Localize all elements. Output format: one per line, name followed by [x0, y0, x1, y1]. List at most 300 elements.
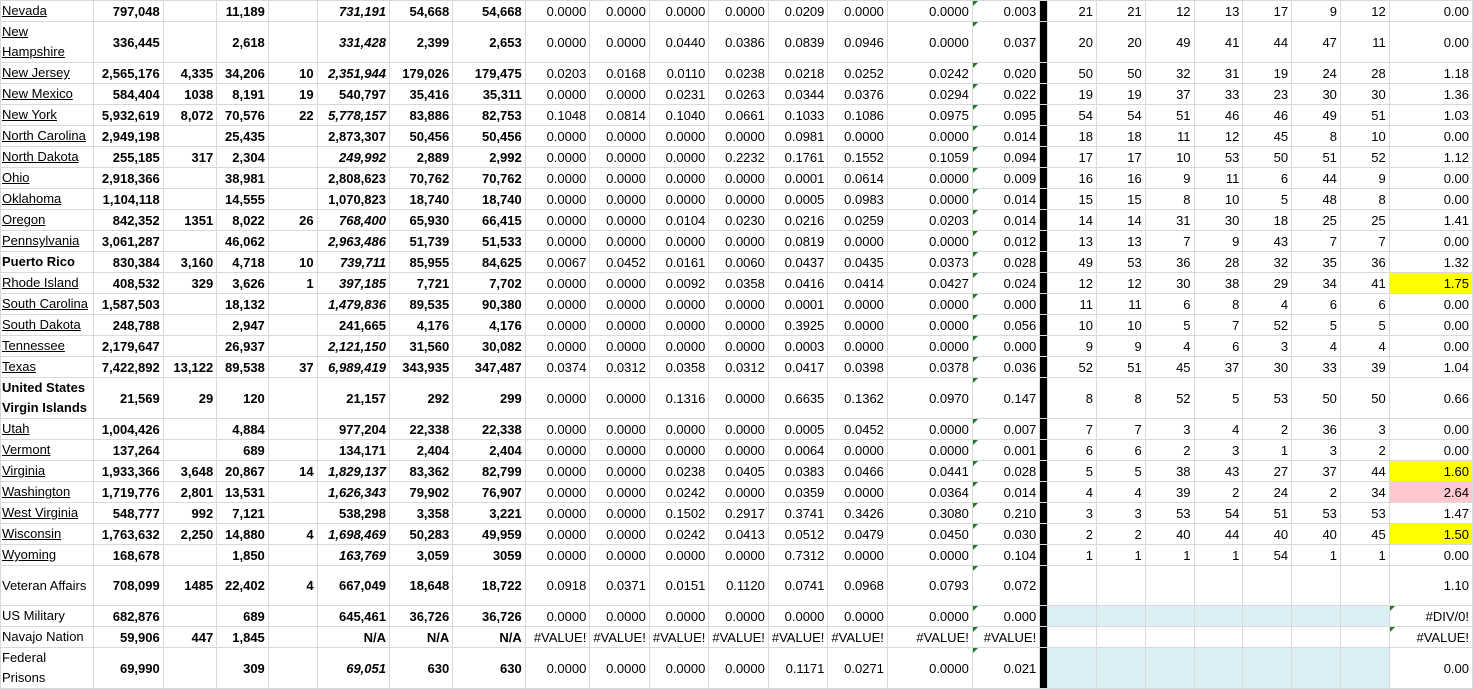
value-cell-c5[interactable]: 739,711 [317, 252, 389, 273]
rank-cell[interactable]: 39 [1340, 357, 1389, 378]
rate-cell[interactable]: 0.0000 [709, 231, 769, 252]
rate-cell[interactable]: 0.0000 [590, 84, 650, 105]
rate-cell[interactable]: 0.0479 [828, 524, 888, 545]
rank-cell[interactable]: 53 [1340, 503, 1389, 524]
value-cell-c5[interactable]: 69,051 [317, 648, 389, 689]
value-cell-c5[interactable]: 397,185 [317, 273, 389, 294]
rank-cell[interactable]: 5 [1194, 378, 1243, 419]
rank-cell[interactable]: 43 [1243, 231, 1292, 252]
rank-cell[interactable]: 40 [1243, 524, 1292, 545]
value-cell-c1[interactable]: 59,906 [94, 627, 164, 648]
rank-cell[interactable]: 4 [1340, 336, 1389, 357]
rate-cell[interactable]: 0.0383 [768, 461, 828, 482]
row-name-cell[interactable] [1, 231, 94, 252]
rank-cell[interactable]: 5 [1145, 315, 1194, 336]
value-cell-c5[interactable]: 331,428 [317, 22, 389, 63]
rate-cell[interactable]: 0.0312 [590, 357, 650, 378]
value-cell-c3[interactable]: 2,618 [217, 22, 269, 63]
value-cell-c7[interactable]: 18,722 [453, 566, 526, 606]
average-cell[interactable]: 0.030 [972, 524, 1039, 545]
rate-cell[interactable]: 0.0000 [887, 168, 972, 189]
score-cell[interactable]: 0.00 [1389, 22, 1472, 63]
rank-cell[interactable]: 8 [1292, 126, 1341, 147]
rank-cell[interactable]: 50 [1292, 378, 1341, 419]
value-cell-c3[interactable]: 14,555 [217, 189, 269, 210]
value-cell-c3[interactable]: 89,538 [217, 357, 269, 378]
rank-cell[interactable]: 3 [1243, 336, 1292, 357]
rank-cell[interactable]: 50 [1243, 147, 1292, 168]
rank-cell[interactable]: 9 [1145, 168, 1194, 189]
rank-cell[interactable]: 18 [1048, 126, 1097, 147]
rate-cell[interactable]: #VALUE! [525, 627, 590, 648]
rate-cell[interactable]: 0.0450 [887, 524, 972, 545]
value-cell-c3[interactable]: 2,304 [217, 147, 269, 168]
rate-cell[interactable]: 0.0975 [887, 105, 972, 126]
rate-cell[interactable]: 0.0000 [887, 231, 972, 252]
rank-cell[interactable]: 51 [1096, 357, 1145, 378]
value-cell-c1[interactable]: 21,569 [94, 378, 164, 419]
rate-cell[interactable]: 0.0242 [649, 482, 709, 503]
rank-cell[interactable]: 54 [1096, 105, 1145, 126]
value-cell-c3[interactable]: 4,884 [217, 419, 269, 440]
rate-cell[interactable]: 0.0414 [828, 273, 888, 294]
rate-cell[interactable]: 0.0000 [828, 315, 888, 336]
value-cell-c4[interactable] [268, 482, 317, 503]
value-cell-c1[interactable]: 1,004,426 [94, 419, 164, 440]
value-cell-c5[interactable]: 6,989,419 [317, 357, 389, 378]
rate-cell[interactable]: 0.0000 [590, 189, 650, 210]
value-cell-c1[interactable]: 336,445 [94, 22, 164, 63]
rank-cell[interactable]: 28 [1340, 63, 1389, 84]
value-cell-c7[interactable]: 84,625 [453, 252, 526, 273]
value-cell-c1[interactable]: 255,185 [94, 147, 164, 168]
rate-cell[interactable]: 0.0378 [887, 357, 972, 378]
rate-cell[interactable]: #VALUE! [828, 627, 888, 648]
rate-cell[interactable]: 0.0067 [525, 252, 590, 273]
rank-cell[interactable]: 4 [1243, 294, 1292, 315]
rate-cell[interactable]: 0.7312 [768, 545, 828, 566]
rate-cell[interactable]: 0.0216 [768, 210, 828, 231]
value-cell-c6[interactable]: 70,762 [389, 168, 452, 189]
score-cell[interactable]: 1.04 [1389, 357, 1472, 378]
rate-cell[interactable]: 0.0000 [590, 336, 650, 357]
rate-cell[interactable]: 0.0661 [709, 105, 769, 126]
rank-cell[interactable]: 30 [1145, 273, 1194, 294]
rank-cell[interactable] [1340, 606, 1389, 627]
value-cell-c7[interactable]: 18,740 [453, 189, 526, 210]
rate-cell[interactable]: 0.0001 [768, 294, 828, 315]
rate-cell[interactable]: 0.0970 [887, 378, 972, 419]
rate-cell[interactable]: 0.1059 [887, 147, 972, 168]
rank-cell[interactable]: 24 [1292, 63, 1341, 84]
rate-cell[interactable]: 0.0441 [887, 461, 972, 482]
value-cell-c1[interactable]: 1,933,366 [94, 461, 164, 482]
rate-cell[interactable]: 0.0203 [887, 210, 972, 231]
value-cell-c7[interactable]: 2,653 [453, 22, 526, 63]
rank-cell[interactable]: 12 [1340, 1, 1389, 22]
value-cell-c3[interactable]: 26,937 [217, 336, 269, 357]
value-cell-c1[interactable]: 2,949,198 [94, 126, 164, 147]
rank-cell[interactable]: 1 [1243, 440, 1292, 461]
rate-cell[interactable]: 0.0000 [828, 126, 888, 147]
rank-cell[interactable]: 41 [1340, 273, 1389, 294]
rank-cell[interactable]: 3 [1292, 440, 1341, 461]
rate-cell[interactable]: 0.2232 [709, 147, 769, 168]
jurisdiction-link[interactable]: Oregon [2, 212, 46, 227]
value-cell-c1[interactable]: 584,404 [94, 84, 164, 105]
value-cell-c2[interactable] [163, 231, 216, 252]
value-cell-c2[interactable]: 2,250 [163, 524, 216, 545]
rate-cell[interactable]: 0.0814 [590, 105, 650, 126]
rate-cell[interactable]: 0.0000 [590, 231, 650, 252]
rank-cell[interactable]: 25 [1292, 210, 1341, 231]
rank-cell[interactable]: 5 [1096, 461, 1145, 482]
value-cell-c5[interactable]: 977,204 [317, 419, 389, 440]
rate-cell[interactable]: 0.0614 [828, 168, 888, 189]
value-cell-c7[interactable]: 36,726 [453, 606, 526, 627]
rate-cell[interactable]: 0.0000 [709, 315, 769, 336]
rank-cell[interactable]: 11 [1048, 294, 1097, 315]
rank-cell[interactable]: 4 [1194, 419, 1243, 440]
value-cell-c6[interactable]: 79,902 [389, 482, 452, 503]
score-cell[interactable]: 2.64 [1389, 482, 1472, 503]
score-cell[interactable]: 1.60 [1389, 461, 1472, 482]
row-name-cell[interactable] [1, 84, 94, 105]
score-cell[interactable]: 0.00 [1389, 168, 1472, 189]
average-cell[interactable]: 0.021 [972, 648, 1039, 689]
rate-cell[interactable]: 0.0000 [709, 606, 769, 627]
score-cell[interactable]: 0.00 [1389, 1, 1472, 22]
rate-cell[interactable]: 0.0001 [768, 168, 828, 189]
value-cell-c6[interactable]: 179,026 [389, 63, 452, 84]
average-cell[interactable]: 0.020 [972, 63, 1039, 84]
rank-cell[interactable] [1243, 606, 1292, 627]
value-cell-c1[interactable]: 3,061,287 [94, 231, 164, 252]
rank-cell[interactable]: 3 [1096, 503, 1145, 524]
rank-cell[interactable]: 13 [1194, 1, 1243, 22]
value-cell-c3[interactable]: 70,576 [217, 105, 269, 126]
rate-cell[interactable]: 0.0000 [525, 419, 590, 440]
rate-cell[interactable]: 0.0000 [649, 648, 709, 689]
average-cell[interactable]: 0.014 [972, 210, 1039, 231]
rank-cell[interactable] [1292, 648, 1341, 689]
rate-cell[interactable]: 0.0000 [828, 545, 888, 566]
value-cell-c5[interactable]: N/A [317, 627, 389, 648]
rank-cell[interactable]: 53 [1292, 503, 1341, 524]
rate-cell[interactable]: 0.0358 [649, 357, 709, 378]
value-cell-c2[interactable] [163, 419, 216, 440]
rate-cell[interactable]: 0.0000 [887, 648, 972, 689]
rate-cell[interactable]: 0.0151 [649, 566, 709, 606]
jurisdiction-link[interactable]: Texas [2, 359, 36, 374]
rate-cell[interactable]: 0.0981 [768, 126, 828, 147]
average-cell[interactable]: 0.003 [972, 1, 1039, 22]
value-cell-c6[interactable]: 4,176 [389, 315, 452, 336]
rank-cell[interactable]: 39 [1145, 482, 1194, 503]
rank-cell[interactable]: 1 [1194, 545, 1243, 566]
rank-cell[interactable]: 6 [1340, 294, 1389, 315]
rate-cell[interactable]: 0.0000 [709, 126, 769, 147]
rate-cell[interactable]: 0.0000 [887, 606, 972, 627]
value-cell-c6[interactable]: 83,886 [389, 105, 452, 126]
average-cell[interactable]: 0.104 [972, 545, 1039, 566]
value-cell-c1[interactable]: 682,876 [94, 606, 164, 627]
jurisdiction-link[interactable]: South Dakota [2, 317, 81, 332]
rank-cell[interactable]: 38 [1145, 461, 1194, 482]
score-cell[interactable]: 0.00 [1389, 545, 1472, 566]
value-cell-c7[interactable]: 3059 [453, 545, 526, 566]
rate-cell[interactable]: 0.0000 [768, 606, 828, 627]
rate-cell[interactable]: 0.0946 [828, 22, 888, 63]
rate-cell[interactable]: 0.0209 [768, 1, 828, 22]
rate-cell[interactable]: #VALUE! [887, 627, 972, 648]
value-cell-c2[interactable] [163, 648, 216, 689]
rank-cell[interactable]: 43 [1194, 461, 1243, 482]
rate-cell[interactable]: 0.0398 [828, 357, 888, 378]
rate-cell[interactable]: 0.0000 [649, 545, 709, 566]
value-cell-c4[interactable]: 14 [268, 461, 317, 482]
value-cell-c7[interactable]: 51,533 [453, 231, 526, 252]
rank-cell[interactable]: 17 [1096, 147, 1145, 168]
rate-cell[interactable]: 0.0000 [887, 336, 972, 357]
row-name-cell[interactable] [1, 1, 94, 22]
rank-cell[interactable]: 4 [1292, 336, 1341, 357]
value-cell-c7[interactable]: 30,082 [453, 336, 526, 357]
rate-cell[interactable]: 0.0000 [525, 336, 590, 357]
rank-cell[interactable]: 1 [1340, 545, 1389, 566]
rank-cell[interactable]: 2 [1243, 419, 1292, 440]
value-cell-c1[interactable]: 2,179,647 [94, 336, 164, 357]
value-cell-c1[interactable]: 842,352 [94, 210, 164, 231]
value-cell-c4[interactable]: 37 [268, 357, 317, 378]
average-cell[interactable]: 0.036 [972, 357, 1039, 378]
rate-cell[interactable]: 0.0000 [887, 126, 972, 147]
average-cell[interactable]: 0.007 [972, 419, 1039, 440]
rate-cell[interactable]: 0.0000 [590, 273, 650, 294]
rate-cell[interactable]: 0.0242 [649, 524, 709, 545]
rate-cell[interactable]: 0.1552 [828, 147, 888, 168]
value-cell-c3[interactable]: 46,062 [217, 231, 269, 252]
rate-cell[interactable]: 0.0000 [590, 440, 650, 461]
rank-cell[interactable]: 50 [1096, 63, 1145, 84]
value-cell-c2[interactable] [163, 545, 216, 566]
rank-cell[interactable]: 1 [1096, 545, 1145, 566]
rank-cell[interactable]: 49 [1292, 105, 1341, 126]
value-cell-c6[interactable]: 50,456 [389, 126, 452, 147]
rate-cell[interactable]: 0.0452 [590, 252, 650, 273]
rate-cell[interactable]: 0.0000 [590, 606, 650, 627]
value-cell-c3[interactable]: 4,718 [217, 252, 269, 273]
rate-cell[interactable]: 0.0000 [828, 1, 888, 22]
rate-cell[interactable]: 0.3741 [768, 503, 828, 524]
rank-cell[interactable]: 8 [1194, 294, 1243, 315]
rank-cell[interactable] [1243, 627, 1292, 648]
rank-cell[interactable] [1243, 648, 1292, 689]
score-cell[interactable]: 0.66 [1389, 378, 1472, 419]
rank-cell[interactable]: 8 [1340, 189, 1389, 210]
value-cell-c1[interactable]: 1,763,632 [94, 524, 164, 545]
jurisdiction-link[interactable]: Rhode Island [2, 275, 79, 290]
average-cell[interactable]: #VALUE! [972, 627, 1039, 648]
rank-cell[interactable]: 33 [1194, 84, 1243, 105]
rank-cell[interactable]: 7 [1096, 419, 1145, 440]
rate-cell[interactable]: 0.0918 [525, 566, 590, 606]
rate-cell[interactable]: 0.0000 [649, 606, 709, 627]
rank-cell[interactable]: 2 [1340, 440, 1389, 461]
rank-cell[interactable]: 52 [1340, 147, 1389, 168]
rank-cell[interactable]: 37 [1292, 461, 1341, 482]
rank-cell[interactable]: 8 [1145, 189, 1194, 210]
rate-cell[interactable]: 0.0000 [590, 648, 650, 689]
rank-cell[interactable]: 1 [1145, 545, 1194, 566]
value-cell-c7[interactable]: 299 [453, 378, 526, 419]
value-cell-c1[interactable]: 2,565,176 [94, 63, 164, 84]
rank-cell[interactable]: 2 [1048, 524, 1097, 545]
rank-cell[interactable]: 34 [1292, 273, 1341, 294]
rate-cell[interactable]: 0.0000 [649, 294, 709, 315]
rank-cell[interactable]: 46 [1243, 105, 1292, 126]
jurisdiction-link[interactable]: Washington [2, 484, 71, 499]
rank-cell[interactable]: 18 [1096, 126, 1145, 147]
value-cell-c4[interactable] [268, 545, 317, 566]
rate-cell[interactable]: 0.0000 [590, 545, 650, 566]
rank-cell[interactable] [1048, 627, 1097, 648]
value-cell-c5[interactable]: 667,049 [317, 566, 389, 606]
rate-cell[interactable]: 0.0000 [649, 1, 709, 22]
rank-cell[interactable]: 2 [1145, 440, 1194, 461]
value-cell-c5[interactable]: 2,121,150 [317, 336, 389, 357]
value-cell-c2[interactable] [163, 22, 216, 63]
rate-cell[interactable]: 0.0000 [709, 419, 769, 440]
value-cell-c7[interactable]: 54,668 [453, 1, 526, 22]
rate-cell[interactable]: 0.0000 [649, 189, 709, 210]
rate-cell[interactable]: 0.0358 [709, 273, 769, 294]
rate-cell[interactable]: 0.0000 [709, 336, 769, 357]
rate-cell[interactable]: 0.0000 [709, 482, 769, 503]
rank-cell[interactable] [1048, 648, 1097, 689]
rate-cell[interactable]: 0.0413 [709, 524, 769, 545]
value-cell-c2[interactable]: 329 [163, 273, 216, 294]
value-cell-c5[interactable]: 2,873,307 [317, 126, 389, 147]
rank-cell[interactable]: 21 [1048, 1, 1097, 22]
value-cell-c3[interactable]: 7,121 [217, 503, 269, 524]
row-name-cell[interactable] [1, 378, 94, 419]
rank-cell[interactable]: 11 [1145, 126, 1194, 147]
value-cell-c7[interactable]: 82,799 [453, 461, 526, 482]
rate-cell[interactable]: 0.0000 [887, 1, 972, 22]
value-cell-c3[interactable]: 38,981 [217, 168, 269, 189]
value-cell-c6[interactable]: 3,358 [389, 503, 452, 524]
rank-cell[interactable] [1145, 566, 1194, 606]
jurisdiction-link[interactable]: Wyoming [2, 547, 57, 562]
rate-cell[interactable]: 0.0000 [590, 168, 650, 189]
value-cell-c4[interactable] [268, 126, 317, 147]
rate-cell[interactable]: 0.0000 [590, 210, 650, 231]
value-cell-c4[interactable] [268, 315, 317, 336]
rank-cell[interactable] [1243, 566, 1292, 606]
rate-cell[interactable]: 0.0110 [649, 63, 709, 84]
average-cell[interactable]: 0.000 [972, 294, 1039, 315]
jurisdiction-link[interactable]: South Carolina [2, 296, 88, 311]
rate-cell[interactable]: 0.0238 [709, 63, 769, 84]
rate-cell[interactable]: 0.0000 [525, 189, 590, 210]
average-cell[interactable]: 0.009 [972, 168, 1039, 189]
score-cell[interactable]: 1.18 [1389, 63, 1472, 84]
rate-cell[interactable]: 0.0000 [525, 545, 590, 566]
row-name-cell[interactable] [1, 503, 94, 524]
rate-cell[interactable]: #VALUE! [709, 627, 769, 648]
rank-cell[interactable] [1194, 606, 1243, 627]
jurisdiction-link[interactable]: Ohio [2, 170, 30, 185]
row-name-cell[interactable] [1, 482, 94, 503]
score-cell[interactable]: 0.00 [1389, 648, 1472, 689]
rank-cell[interactable] [1096, 606, 1145, 627]
value-cell-c7[interactable]: 70,762 [453, 168, 526, 189]
average-cell[interactable]: 0.037 [972, 22, 1039, 63]
rank-cell[interactable] [1340, 627, 1389, 648]
value-cell-c4[interactable]: 4 [268, 524, 317, 545]
rank-cell[interactable] [1096, 627, 1145, 648]
row-name-cell[interactable] [1, 545, 94, 566]
value-cell-c3[interactable]: 689 [217, 606, 269, 627]
value-cell-c4[interactable] [268, 440, 317, 461]
value-cell-c1[interactable]: 1,587,503 [94, 294, 164, 315]
row-name-cell[interactable] [1, 273, 94, 294]
rate-cell[interactable]: 0.0000 [525, 606, 590, 627]
rate-cell[interactable]: 0.0000 [649, 336, 709, 357]
value-cell-c2[interactable]: 4,335 [163, 63, 216, 84]
value-cell-c4[interactable] [268, 189, 317, 210]
row-name-cell[interactable] [1, 294, 94, 315]
value-cell-c5[interactable]: 1,070,823 [317, 189, 389, 210]
row-name-cell[interactable] [1, 105, 94, 126]
rate-cell[interactable]: 0.0374 [525, 357, 590, 378]
value-cell-c4[interactable] [268, 648, 317, 689]
value-cell-c2[interactable]: 13,122 [163, 357, 216, 378]
value-cell-c5[interactable]: 768,400 [317, 210, 389, 231]
value-cell-c4[interactable]: 22 [268, 105, 317, 126]
score-cell[interactable]: 0.00 [1389, 336, 1472, 357]
rank-cell[interactable]: 13 [1096, 231, 1145, 252]
rank-cell[interactable]: 6 [1243, 168, 1292, 189]
jurisdiction-link[interactable]: Wisconsin [2, 526, 62, 541]
value-cell-c3[interactable]: 8,022 [217, 210, 269, 231]
rank-cell[interactable]: 37 [1194, 357, 1243, 378]
value-cell-c4[interactable] [268, 22, 317, 63]
jurisdiction-link[interactable]: North Dakota [2, 149, 79, 164]
value-cell-c1[interactable]: 408,532 [94, 273, 164, 294]
rate-cell[interactable]: 0.0000 [525, 378, 590, 419]
value-cell-c1[interactable]: 708,099 [94, 566, 164, 606]
average-cell[interactable]: 0.014 [972, 126, 1039, 147]
rate-cell[interactable]: 0.0005 [768, 419, 828, 440]
value-cell-c1[interactable]: 548,777 [94, 503, 164, 524]
rank-cell[interactable]: 9 [1096, 336, 1145, 357]
rank-cell[interactable]: 11 [1194, 168, 1243, 189]
value-cell-c6[interactable]: 36,726 [389, 606, 452, 627]
rank-cell[interactable]: 4 [1096, 482, 1145, 503]
value-cell-c4[interactable]: 4 [268, 566, 317, 606]
rate-cell[interactable]: 0.0000 [525, 1, 590, 22]
value-cell-c3[interactable]: 25,435 [217, 126, 269, 147]
rank-cell[interactable]: 52 [1145, 378, 1194, 419]
value-cell-c2[interactable] [163, 606, 216, 627]
rate-cell[interactable]: 0.0000 [590, 22, 650, 63]
rate-cell[interactable]: 0.0000 [709, 378, 769, 419]
average-cell[interactable]: 0.001 [972, 440, 1039, 461]
jurisdiction-link[interactable]: Oklahoma [2, 191, 62, 206]
rank-cell[interactable]: 17 [1048, 147, 1097, 168]
